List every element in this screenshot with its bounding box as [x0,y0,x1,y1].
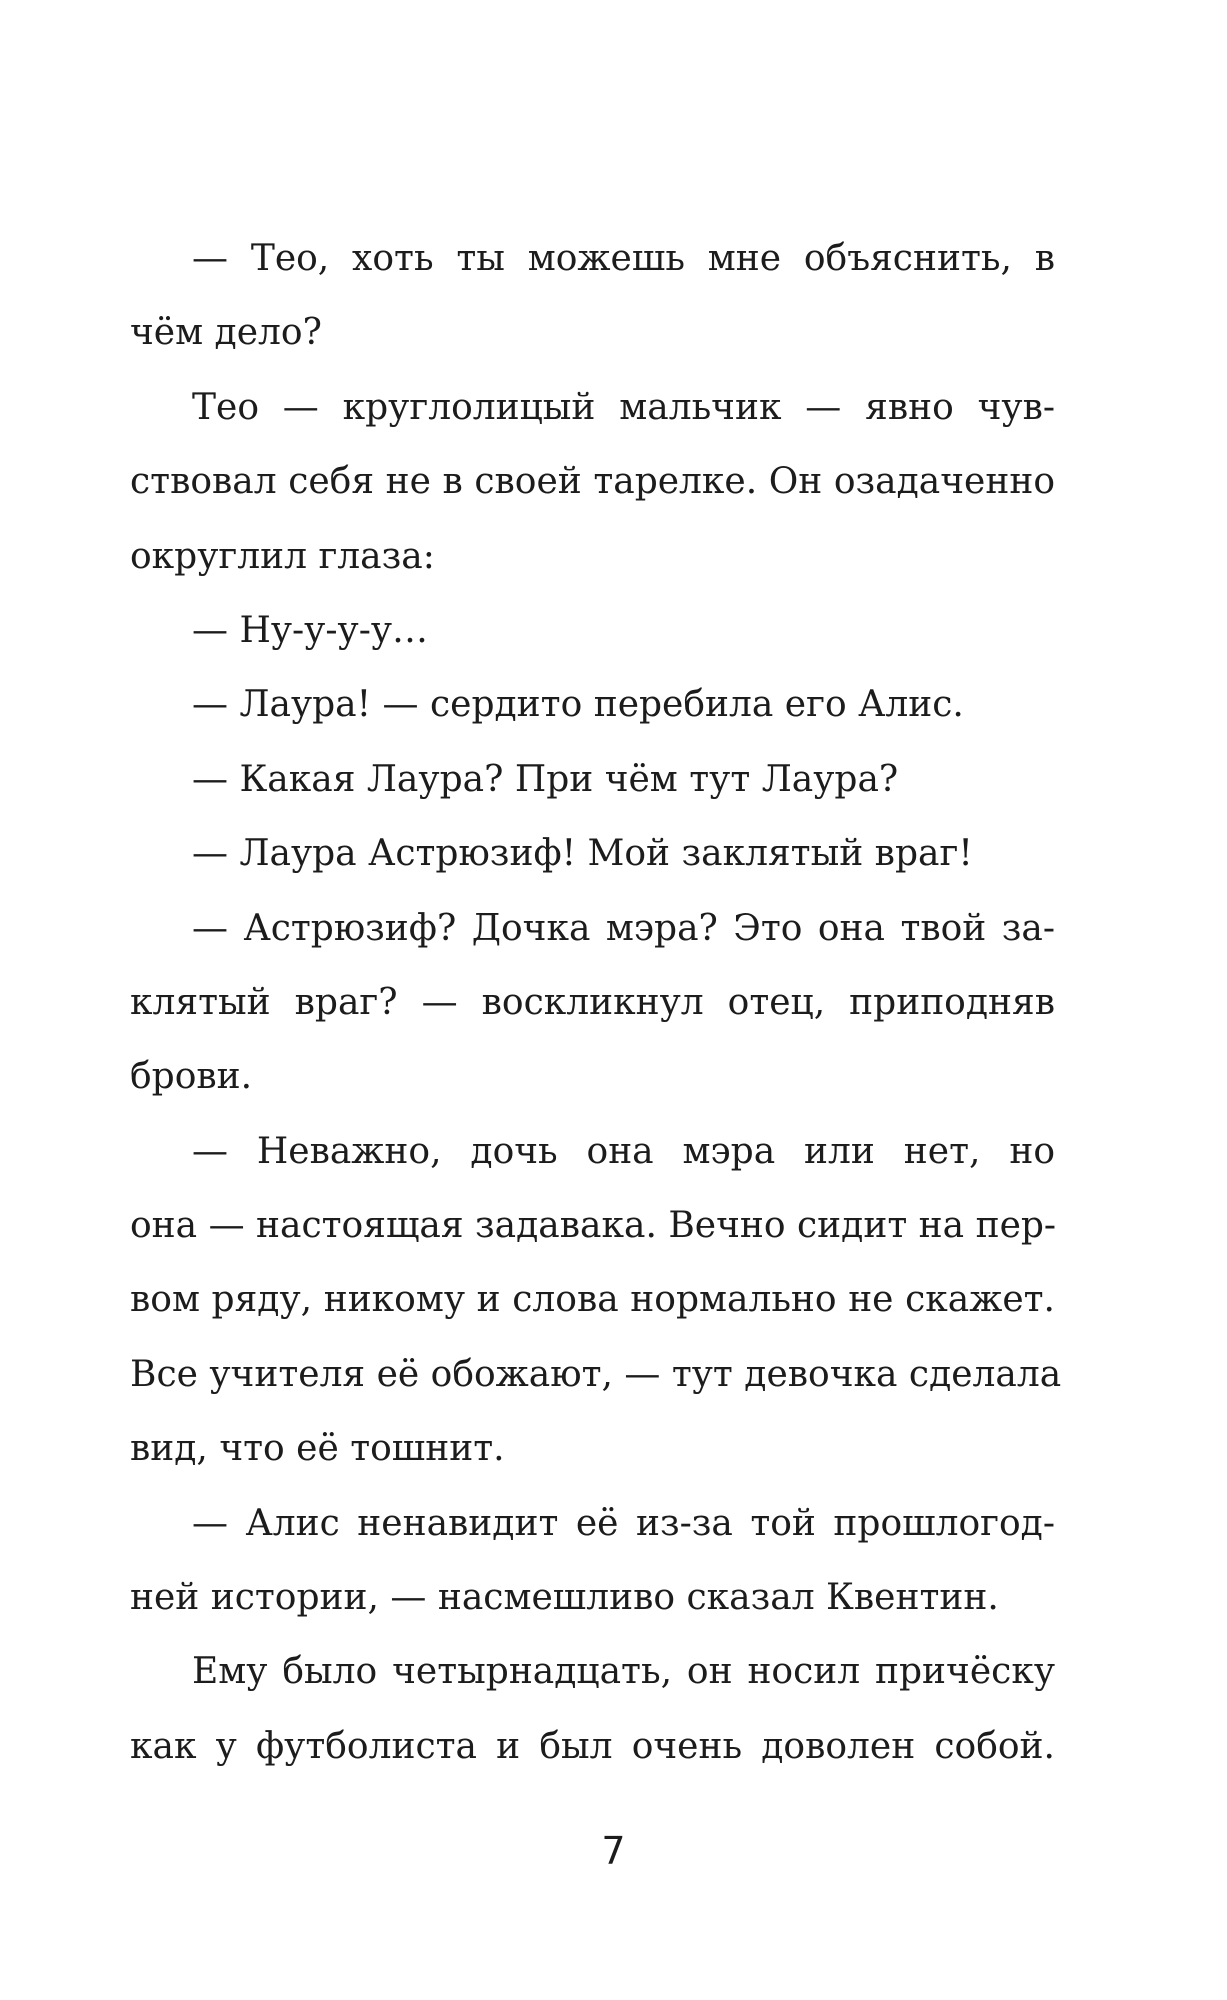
body-text [130,222,1062,1784]
text-line: ней истории, — насмешливо сказал Квентин. [130,1577,999,1619]
text-line: — Неважно, дочь она мэра или нет, но [192,1130,1055,1172]
text-line: как у футболиста и был очень доволен собой. [130,1725,1055,1767]
text-line: округлил глаза: [130,535,435,577]
text-line: ствовал себя не в своей тарелке. Он озадаченно [130,461,1055,503]
text-line: клятый враг? — воскликнул отец, приподняв [130,981,1055,1023]
text-line: Тео — круглолицый мальчик — явно чув- [192,386,1055,428]
text-line: — Ну-у-у-у… [192,609,429,651]
text-line: — Тео, хоть ты можешь мне объяснить, в [192,238,1055,279]
text-line: — Алис ненавидит её из-за той прошлогод- [192,1502,1055,1544]
text-line: она — настоящая задавака. Вечно сидит на пер- [130,1205,1057,1247]
text-line: чём дело? [130,312,322,354]
text-line: брови. [130,1056,253,1098]
text-line: вид, что её тошнит. [130,1428,505,1470]
text-line: — Лаура Астрюзиф! Мой заклятый враг! [192,833,973,875]
text-line: вом ряду, никому и слова нормально не скажет. [130,1279,1055,1321]
text-line: — Какая Лаура? При чём тут Лаура? [192,758,899,800]
text-line: — Лаура! — сердито перебила его Алис. [192,684,964,726]
page-number: 7 [601,1829,626,1873]
text-line: Все учителя её обожают, — тут девочка сделала [130,1353,1062,1395]
text-line: Ему было четырнадцать, он носил причёску [192,1651,1055,1693]
text-line: — Астрюзиф? Дочка мэра? Это она твой за- [192,907,1055,949]
